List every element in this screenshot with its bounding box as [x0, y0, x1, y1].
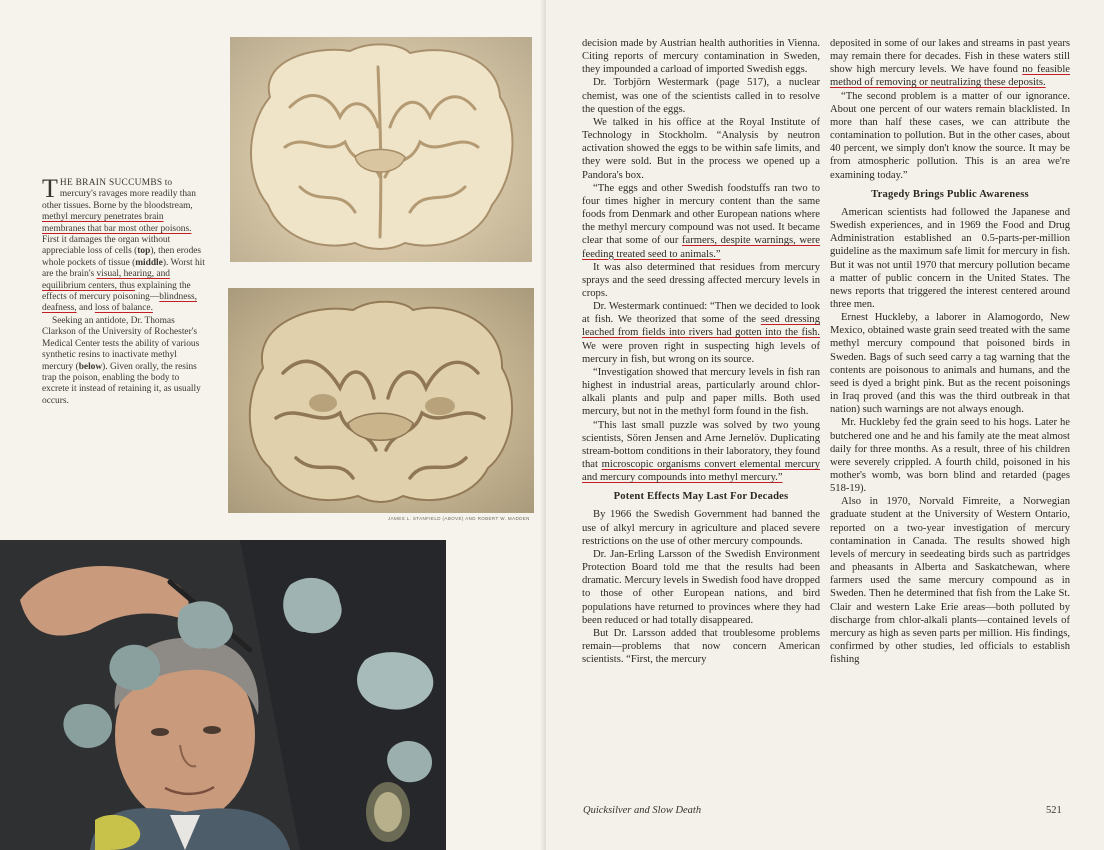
- section-heading: Potent Effects May Last For Decades: [613, 491, 789, 503]
- caption-lead: HE BRAIN SUCCUMBS: [59, 178, 163, 188]
- paragraph-text: Dr. Westermark continued: “Then we decided to look at fish. We theorized that some of the: [582, 301, 820, 326]
- paragraph: Also in 1970, Norvald Fimreite, a Norwegian graduate student at the University of Western Ontario, reported on a two-year investigation of mercury contamination in Canada. The results showed high levels of mercury in seedeating birds such as partridges and pheasants in Alberta and Saskatchewan, where farmers used the same mercury compound as in Sweden. Then he determined that fish from the Lake St. Clair and western Lake Erie areas—both polluted by discharge from chlor-alkali plants—contained levels of mercury as high as seven parts per million. His findings, confirmed by other studies, led officials to establish fishing: [830, 496, 1070, 666]
- paragraph: We talked in his office at the Royal Institute of Technology in Stockholm. “Analysis by neutron activation showed the eggs to be within safe limits, and they were sold. But in the process we opened up a Pandora's box.: [582, 116, 820, 181]
- paragraph: “Investigation showed that mercury levels in fish ran highest in industrial areas, particularly around chlor-alkali plants and pulp and paper mills. Both used mercury, but not in the methyl form found in the fish.: [582, 366, 820, 418]
- annotation-underline: microscopic organisms convert elemental mercury and mercury compounds into methyl mercury.”: [582, 459, 820, 484]
- paragraph: By 1966 the Swedish Government had banned the use of alkyl mercury in agriculture and placed severe restrictions on the use of other mercury compounds.: [582, 509, 820, 547]
- annotation-underline: visual, hearing, and equilibrium centers, thus: [42, 269, 170, 291]
- paragraph: [582, 182, 820, 261]
- caption-text: Seeking an antidote, Dr. Thomas Clarkson of the University of Rochester's Medical Center tests the ability of various synthetic resins to inactivate methyl mercury (: [42, 315, 200, 372]
- paragraph: Mr. Huckleby fed the grain seed to his hogs. Later he butchered one and he and his family ate the meat almost daily for three months. As a result, three of his children were severely crippled. A fourth child, poisoned in his mother's womb, was born blind and retarded (pages 518-19).: [830, 417, 1070, 495]
- annotation-underline: methyl mercury penetrates brain membranes that bar most other poisons.: [42, 212, 192, 234]
- brain-photo-top: [230, 37, 532, 262]
- photo-credit: JAMES L. STANFIELD (ABOVE) AND ROBERT W. MADDEN: [388, 516, 530, 521]
- brain-photo-middle: [228, 288, 534, 513]
- caption-bold: middle: [135, 257, 163, 268]
- caption-text: ), then erodes whole pockets of tissue (: [42, 246, 202, 268]
- caption-text: ). Given orally, the resins trap the poison, enabling the body to excrete it instead of retaining it, as usually occurs.: [42, 361, 201, 406]
- paragraph-text: deposited in some of our lakes and streams in past years may remain there for decades. Fish in these waters still show high mercury levels. We have found: [830, 38, 1070, 76]
- annotation-underline: seed dressing leached from fields into rivers had gotten into the fish.: [582, 314, 820, 339]
- paragraph: But Dr. Larsson added that troublesome problems remain—problems that now concern American scientists. “First, the mercury: [582, 627, 820, 666]
- paragraph: It was also determined that residues from mercury sprays and the seed dressing affected mercury levels in crops.: [582, 261, 820, 299]
- paragraph: [830, 37, 1070, 90]
- caption-text: to mercury's ravages more readily than other tissues. Borne by the bloodstream,: [42, 178, 196, 211]
- text-column-2: [830, 37, 1070, 666]
- caption-text: explaining the effects of mercury poisoning—: [42, 280, 191, 303]
- paragraph: Ernest Huckleby, a laborer in Alamogordo, New Mexico, obtained waste grain seed treated with the same methyl mercury compound that poisoned birds in Sweden. Bags of such seed carry a tag warning that the contents are poisonous to animals and humans, and the seed is dyed a bright pink. But as the recent poisonings in Iraq proved (and this was the third outbreak in that nation) such warnings are not always enough.: [830, 312, 1070, 416]
- drop-cap: T: [42, 174, 58, 203]
- paragraph-text: “This last small puzzle was solved by two young scientists, Sören Jensen and Arne Jernelöv. Duplicating stream-bottom conditions in their laboratory, they found that: [582, 419, 820, 470]
- annotation-underline: loss of balance.: [94, 303, 153, 314]
- paragraph: [582, 300, 820, 366]
- caption-bold: below: [78, 361, 103, 372]
- caption-paragraph-1: [42, 174, 206, 315]
- paragraph: American scientists had followed the Japanese and Swedish experiences, and in 1969 the Food and Drug Administration established an 0.5-parts-per-million guideline as the maximum safe limit for mercury in fish. But it was not until 1970 that mercury pollution became a matter of public concern in the United States. The news reports that triggered the interest centered around three men.: [830, 206, 1070, 310]
- caption-bold: top: [137, 246, 151, 257]
- annotation-underline: no feasible method of removing or neutralizing these deposits.: [830, 64, 1071, 89]
- caption: [42, 174, 206, 408]
- paragraph: decision made by Austrian health authorities in Vienna. Citing reports of mercury contamination in Sweden, they impounded a carload of imported Swedish eggs.: [582, 38, 820, 76]
- running-title: Quicksilver and Slow Death: [583, 805, 702, 816]
- caption-text: and: [76, 303, 95, 314]
- caption-paragraph-2: [42, 316, 206, 407]
- paragraph: Dr. Jan-Erling Larsson of the Swedish Environment Protection Board told me that the results had been dramatic. Mercury levels in Swedish food have dropped to those of other European nations, and bird populations have returned to provinces where they had been reduced or had totally disappeared.: [582, 548, 820, 626]
- paragraph: Dr. Torbjörn Westermark (page 517), a nuclear chemist, was one of the scientists called in to resolve the question of the eggs.: [582, 77, 820, 115]
- caption-text: First it damages the organ without appreciable loss of cells (: [42, 235, 171, 257]
- scientist-photo: [0, 540, 446, 850]
- annotation-underline: blindness, deafness,: [42, 292, 198, 314]
- left-page: [0, 0, 546, 850]
- page-number: 521: [1046, 805, 1062, 816]
- text-column-1: [582, 37, 820, 666]
- annotation-underline: farmers, despite warnings, were feeding treated seed to animals.”: [582, 235, 820, 260]
- paragraph-text: We were proven right in suspecting high levels of mercury in fish, but wrong on its source.: [582, 340, 820, 365]
- section-heading: Tragedy Brings Public Awareness: [871, 188, 1029, 200]
- caption-text: ). Worst hit are the brain's: [42, 257, 205, 280]
- paragraph: [582, 419, 820, 485]
- paragraph-text: “The eggs and other Swedish foodstuffs ran two to four times higher in mercury content than the same foods from Denmark and other European nations where the methyl mercury compound was not used. It became clear that some of our: [582, 182, 820, 247]
- paragraph: “The second problem is a matter of our ignorance. About one percent of our waters remain blacklisted. In more than half these cases, we can attribute the contamination to pollution. But in the other cases, about 40 percent, we simply don't know the source. It may be from atmospheric pollution. This is an area we're examining today.”: [830, 90, 1070, 181]
